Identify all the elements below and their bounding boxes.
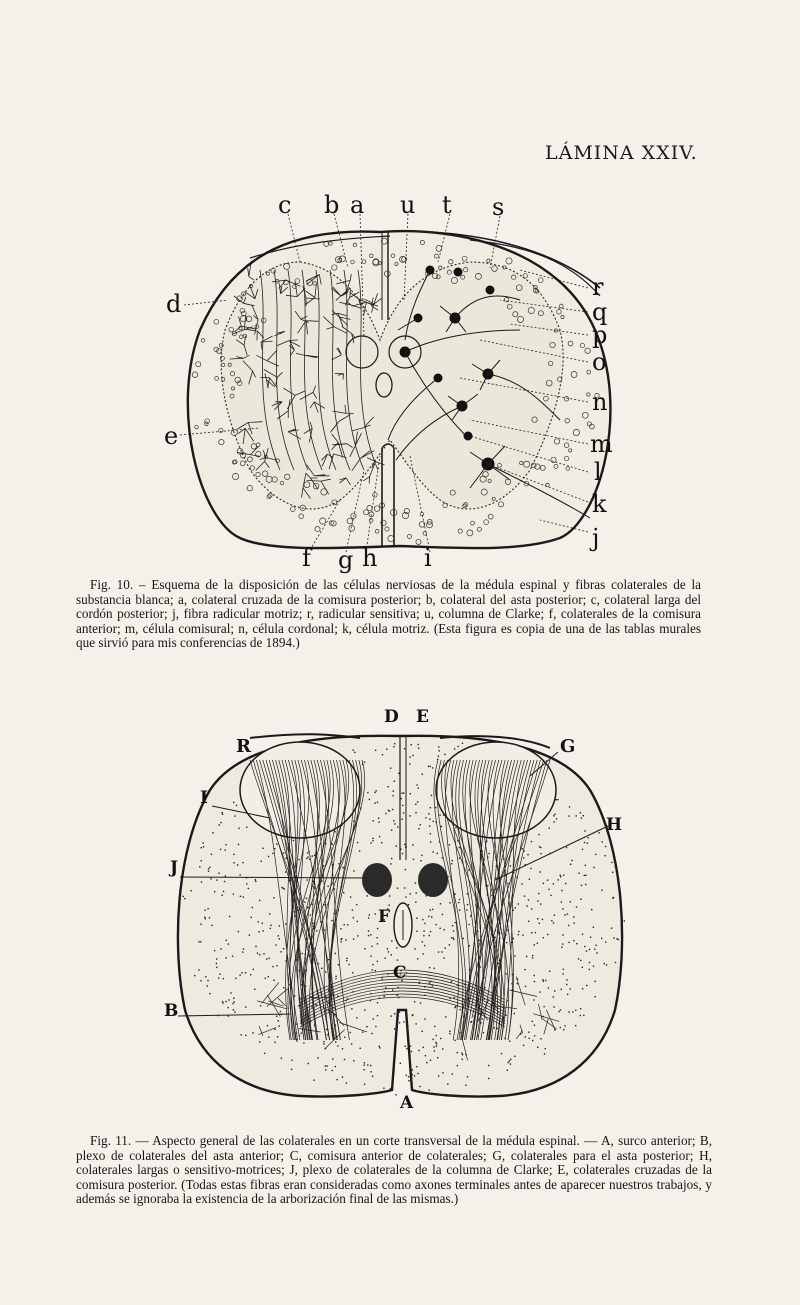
plate-title: LÁMINA XXIV.: [545, 142, 698, 164]
figure-11-caption: [76, 1134, 712, 1207]
fig10-label-o: o: [592, 348, 607, 376]
fig11-label-J: J: [170, 858, 179, 878]
fig10-label-r: r: [592, 273, 604, 301]
figure-10-spinal-cord-diagram: [0, 180, 800, 575]
fig10-label-j: j: [592, 524, 600, 552]
fig10-label-c: c: [278, 191, 292, 219]
fig11-label-E: E: [416, 707, 429, 727]
fig11-label-D: D: [384, 707, 399, 727]
figure-11-collaterals-diagram: [0, 690, 800, 1120]
figure-10-caption: [76, 578, 701, 651]
fig10-label-p: p: [592, 321, 608, 349]
fig10-label-f: f: [302, 544, 311, 572]
fig11-label-I: I: [200, 788, 208, 808]
fig10-label-i: i: [424, 544, 432, 572]
fig10-label-m: m: [590, 430, 613, 458]
fig10-label-k: k: [592, 490, 607, 518]
fig10-label-n: n: [592, 388, 608, 416]
fig11-label-R: R: [236, 736, 251, 757]
right-posterior-horn: [436, 742, 556, 838]
fig10-label-d: d: [166, 290, 182, 318]
fig11-label-C: C: [393, 963, 407, 983]
fig10-label-e: e: [164, 422, 179, 450]
fig10-label-a: a: [350, 191, 365, 219]
clarke-plexus-right: [418, 863, 448, 897]
fig10-label-l: l: [594, 458, 602, 486]
fig11-label-H: H: [606, 815, 623, 835]
fig11-label-F: F: [378, 907, 391, 927]
figure-10-caption-text: Fig. 10. – Esquema de la disposición de las células nerviosas de la médula espinal y fibras colaterales de la substancia blanca; a, colateral cruzada de la comisura posterior; b, colateral del asta posterior; c, colateral larga del cordón posterior; j, fibra radicular motriz; r, radicular sensitiva; u, columna de Clarke; f, colaterales de la comisura anterior; m, célula comisural; n, célula cordonal; k, célula motriz. (Esta figura es copia de una de las tablas murales que sirvió para mis conferencias de 1894.): [76, 577, 701, 651]
fig10-label-q: q: [592, 298, 608, 326]
fig10-label-t: t: [442, 191, 452, 219]
fig11-label-B: B: [164, 1001, 179, 1021]
fig10-label-u: u: [400, 191, 416, 219]
fig10-label-h: h: [362, 544, 378, 572]
fig10-label-s: s: [492, 193, 505, 221]
fig11-label-A: A: [400, 1093, 414, 1113]
fig10-label-b: b: [324, 191, 340, 219]
fig10-label-g: g: [338, 546, 354, 574]
clarke-plexus-left: [362, 863, 392, 897]
figure-11-caption-text: Fig. 11. — Aspecto general de las colaterales en un corte transversal de la médula espinal. — A, surco anterior; B, plexo de colaterales del asta anterior; C, comisura anterior de colaterales; G, colaterales para el asta posterior; H, colaterales largas o sensitivo-motrices; J, plexo de colaterales de la columna de Clarke; E, colaterales cruzadas de la comisura posterior. (Todas estas fibras eran consideradas como axones terminales antes de aparecer nuestros trabajos, y además se ignoraba la existencia de la arborización final de las mismas.): [76, 1133, 712, 1207]
fig11-label-G: G: [560, 736, 576, 757]
